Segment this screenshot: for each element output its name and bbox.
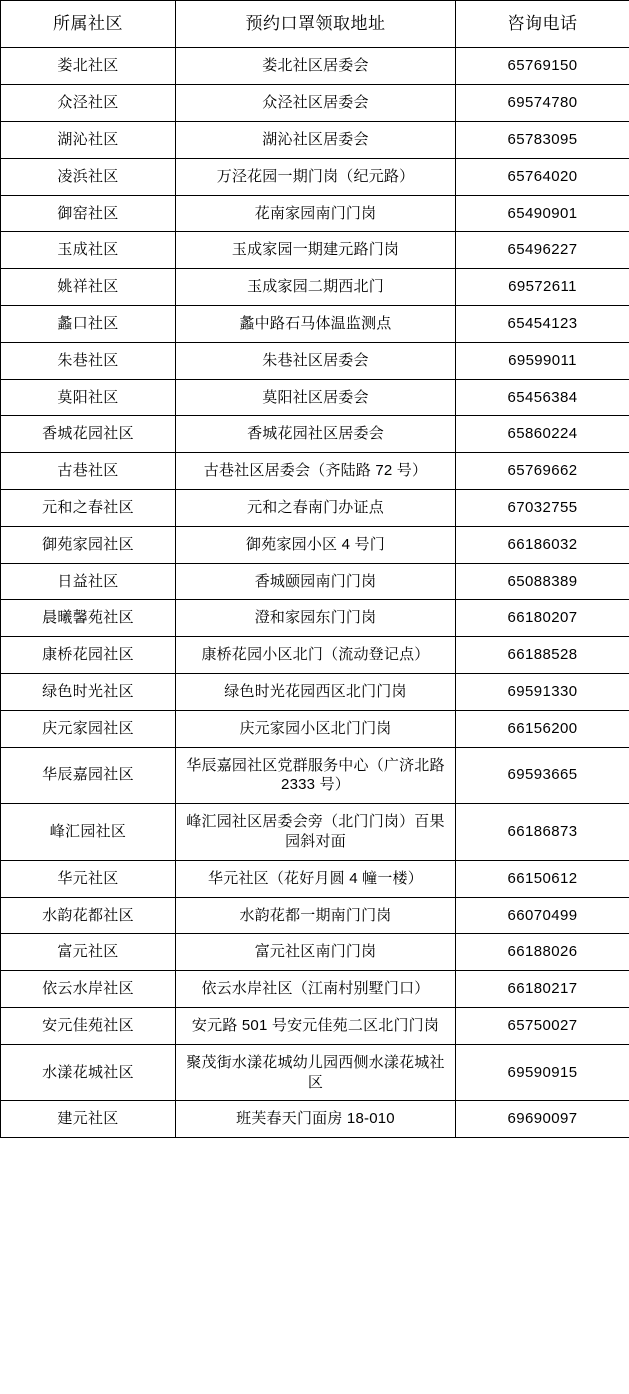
table-row (1, 195, 629, 232)
cell-community: 蠡口社区 (1, 306, 176, 343)
table-row (1, 85, 629, 122)
table-row (1, 747, 629, 804)
cell-community: 康桥花园社区 (1, 637, 176, 674)
cell-phone: 65496227 (456, 232, 629, 269)
cell-community: 安元佳苑社区 (1, 1007, 176, 1044)
cell-phone: 66180217 (456, 971, 629, 1008)
cell-address: 班芙春天门面房 18-010 (176, 1101, 456, 1138)
table-row (1, 710, 629, 747)
cell-community: 凌浜社区 (1, 158, 176, 195)
cell-community: 御苑家园社区 (1, 526, 176, 563)
table-row (1, 416, 629, 453)
cell-address: 娄北社区居委会 (176, 48, 456, 85)
cell-phone: 65783095 (456, 122, 629, 159)
cell-community: 依云水岸社区 (1, 971, 176, 1008)
cell-community: 娄北社区 (1, 48, 176, 85)
table-row (1, 306, 629, 343)
column-header-address: 预约口罩领取地址 (176, 1, 456, 48)
cell-address: 华元社区（花好月圆 4 幢一楼） (176, 860, 456, 897)
table-row (1, 860, 629, 897)
table-row (1, 342, 629, 379)
cell-phone: 66070499 (456, 897, 629, 934)
cell-phone: 65454123 (456, 306, 629, 343)
table-row (1, 526, 629, 563)
cell-community: 古巷社区 (1, 453, 176, 490)
cell-phone: 69599011 (456, 342, 629, 379)
cell-community: 朱巷社区 (1, 342, 176, 379)
table-body (1, 48, 629, 1138)
cell-address: 水韵花都一期南门门岗 (176, 897, 456, 934)
cell-community: 御窑社区 (1, 195, 176, 232)
cell-address: 古巷社区居委会（齐陆路 72 号） (176, 453, 456, 490)
table-row (1, 490, 629, 527)
cell-phone: 66150612 (456, 860, 629, 897)
table-row (1, 637, 629, 674)
cell-phone: 66156200 (456, 710, 629, 747)
cell-address: 康桥花园小区北门（流动登记点） (176, 637, 456, 674)
cell-phone: 65456384 (456, 379, 629, 416)
table-row (1, 379, 629, 416)
cell-address: 湖沁社区居委会 (176, 122, 456, 159)
cell-community: 绿色时光社区 (1, 673, 176, 710)
cell-phone: 65769150 (456, 48, 629, 85)
cell-address: 聚茂街水漾花城幼儿园西侧水漾花城社区 (176, 1044, 456, 1101)
table-header (1, 1, 629, 48)
table-row (1, 600, 629, 637)
cell-phone: 69574780 (456, 85, 629, 122)
cell-address: 香城颐园南门门岗 (176, 563, 456, 600)
table-header-row (1, 1, 629, 48)
cell-address: 庆元家园小区北门门岗 (176, 710, 456, 747)
cell-phone: 65088389 (456, 563, 629, 600)
cell-address: 富元社区南门门岗 (176, 934, 456, 971)
cell-phone: 69690097 (456, 1101, 629, 1138)
cell-community: 建元社区 (1, 1101, 176, 1138)
cell-address: 蠡中路石马体温监测点 (176, 306, 456, 343)
table-row (1, 158, 629, 195)
table-row (1, 804, 629, 861)
table-row (1, 934, 629, 971)
cell-community: 湖沁社区 (1, 122, 176, 159)
cell-community: 富元社区 (1, 934, 176, 971)
table-row (1, 1044, 629, 1101)
cell-phone: 69593665 (456, 747, 629, 804)
table-row (1, 897, 629, 934)
cell-address: 花南家园南门门岗 (176, 195, 456, 232)
cell-phone: 65764020 (456, 158, 629, 195)
cell-phone: 69590915 (456, 1044, 629, 1101)
cell-phone: 66188528 (456, 637, 629, 674)
cell-community: 姚祥社区 (1, 269, 176, 306)
table-row (1, 673, 629, 710)
cell-address: 御苑家园小区 4 号门 (176, 526, 456, 563)
cell-address: 玉成家园一期建元路门岗 (176, 232, 456, 269)
column-header-community: 所属社区 (1, 1, 176, 48)
cell-phone: 66186873 (456, 804, 629, 861)
cell-community: 日益社区 (1, 563, 176, 600)
cell-address: 莫阳社区居委会 (176, 379, 456, 416)
cell-address: 华辰嘉园社区党群服务中心（广济北路 2333 号） (176, 747, 456, 804)
cell-address: 朱巷社区居委会 (176, 342, 456, 379)
table-row (1, 122, 629, 159)
cell-community: 峰汇园社区 (1, 804, 176, 861)
cell-phone: 65769662 (456, 453, 629, 490)
table-row (1, 1007, 629, 1044)
cell-community: 玉成社区 (1, 232, 176, 269)
cell-phone: 69591330 (456, 673, 629, 710)
cell-phone: 66188026 (456, 934, 629, 971)
cell-phone: 65750027 (456, 1007, 629, 1044)
table-row (1, 453, 629, 490)
cell-community: 水漾花城社区 (1, 1044, 176, 1101)
cell-address: 依云水岸社区（江南村别墅门口） (176, 971, 456, 1008)
column-header-phone: 咨询电话 (456, 1, 629, 48)
cell-address: 峰汇园社区居委会旁（北门门岗）百果园斜对面 (176, 804, 456, 861)
cell-phone: 66186032 (456, 526, 629, 563)
cell-address: 众泾社区居委会 (176, 85, 456, 122)
cell-community: 华辰嘉园社区 (1, 747, 176, 804)
cell-address: 玉成家园二期西北门 (176, 269, 456, 306)
table-row (1, 269, 629, 306)
table-row (1, 563, 629, 600)
table-row (1, 971, 629, 1008)
cell-community: 晨曦馨苑社区 (1, 600, 176, 637)
cell-address: 元和之春南门办证点 (176, 490, 456, 527)
cell-address: 澄和家园东门门岗 (176, 600, 456, 637)
cell-address: 绿色时光花园西区北门门岗 (176, 673, 456, 710)
cell-address: 安元路 501 号安元佳苑二区北门门岗 (176, 1007, 456, 1044)
cell-phone: 65490901 (456, 195, 629, 232)
cell-phone: 69572611 (456, 269, 629, 306)
cell-address: 万泾花园一期门岗（纪元路） (176, 158, 456, 195)
table-row (1, 232, 629, 269)
cell-community: 莫阳社区 (1, 379, 176, 416)
table-row (1, 1101, 629, 1138)
table-row (1, 48, 629, 85)
cell-community: 水韵花都社区 (1, 897, 176, 934)
cell-phone: 65860224 (456, 416, 629, 453)
cell-address: 香城花园社区居委会 (176, 416, 456, 453)
cell-phone: 67032755 (456, 490, 629, 527)
cell-community: 香城花园社区 (1, 416, 176, 453)
cell-phone: 66180207 (456, 600, 629, 637)
cell-community: 庆元家园社区 (1, 710, 176, 747)
cell-community: 众泾社区 (1, 85, 176, 122)
cell-community: 元和之春社区 (1, 490, 176, 527)
cell-community: 华元社区 (1, 860, 176, 897)
